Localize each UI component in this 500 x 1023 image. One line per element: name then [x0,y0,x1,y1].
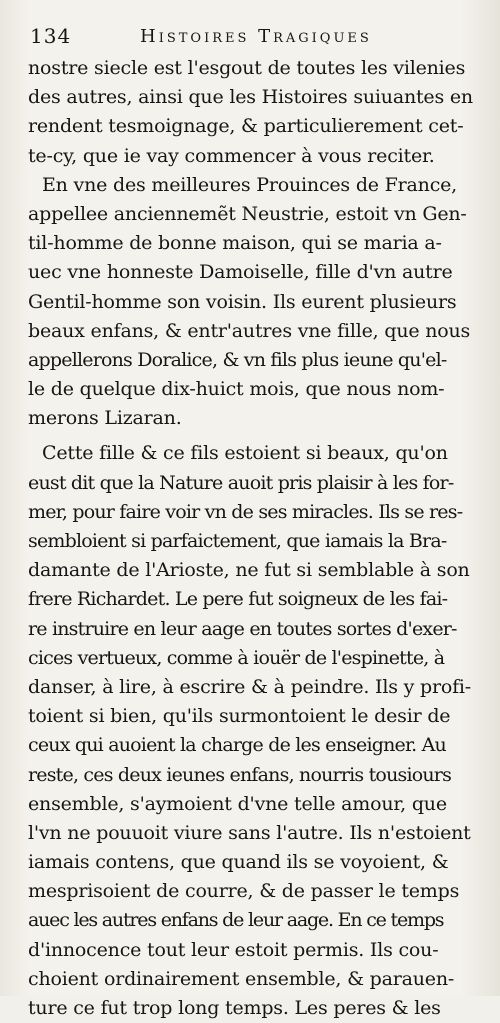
text-line: uec vne honneste Damoiselle, fille d'vn autre [28,261,453,284]
text-line: mesprisoient de courre, & de passer le temps [28,880,460,903]
text-line: En vne des meilleures Prouinces de France, [42,173,458,196]
text-line: Gentil-homme son voisin. Ils eurent plusieurs [28,290,457,313]
running-title: Histoires Tragiques [140,26,372,47]
page-header [30,24,492,50]
text-line: auec les autres enfans de leur aage. En ce temps [28,909,444,932]
text-line: ture ce fut trop long temps. Les peres & les [28,997,441,1019]
text-line: damante de l'Arioste, ne fut si semblable à son [28,559,470,582]
text-line: mer, pour faire voir vn de ses miracles. Ils se res- [28,500,463,523]
text-line: re instruire en leur aage en toutes sortes d'exer- [28,617,457,640]
text-line: appellee anciennemẽt Neustrie, estoit vn Gen- [28,202,467,225]
text-line: l'vn ne pouuoit viure sans l'autre. Ils n'estoient [28,821,471,844]
text-line: te-cy, que ie vay commencer à vous reciter. [28,144,435,167]
text-line: appellerons Doralice, & vn fils plus ieune qu'el- [28,348,447,371]
text-line: toient si bien, qu'ils surmontoient le desir de [28,705,451,728]
text-line: danser, à lire, à escrire & à peindre. Ils y profi- [28,675,472,698]
text-line: ensemble, s'aymoient d'vne telle amour, que [28,792,447,815]
text-line: merons Lizaran. [28,407,182,430]
text-line: le de quelque dix-huict mois, que nous nom- [28,378,445,401]
text-line: rendent tesmoignage, & particulierement cet- [28,115,464,138]
text-line: d'innocence tout leur estoit permis. Ils cou- [28,938,439,961]
text-line: nostre siecle est l'esgout de toutes les vilenies [28,57,466,79]
text-line: choient ordinairement ensemble, & parauen- [28,967,455,990]
text-line: frere Richardet. Le pere fut soigneux de les fai- [28,588,448,611]
text-line: des autres, ainsi que les Histoires suiuantes en [28,86,473,109]
text-line: ceux qui auoient la charge de les enseigner. Au [28,734,446,757]
body-text [28,54,488,1023]
text-line: cices vertueux, comme à iouër de l'espinette, à [28,646,445,669]
text-line: beaux enfans, & entr'autres vne fille, que nous [28,319,471,342]
text-line: iamais contens, que quand ils se voyoient, & [28,851,449,874]
text-line: sembloient si parfaictement, que iamais la Bra- [28,530,447,552]
page-number: 134 [30,24,72,48]
text-line: reste, ces deux ieunes enfans, nourris tousiours [28,763,452,786]
text-line: eust dit que la Nature auoit pris plaisir à les for- [28,471,454,494]
text-line: Cette fille & ce fils estoient si beaux, qu'on [42,442,448,465]
text-line: til-homme de bonne maison, qui se maria a- [28,232,442,255]
